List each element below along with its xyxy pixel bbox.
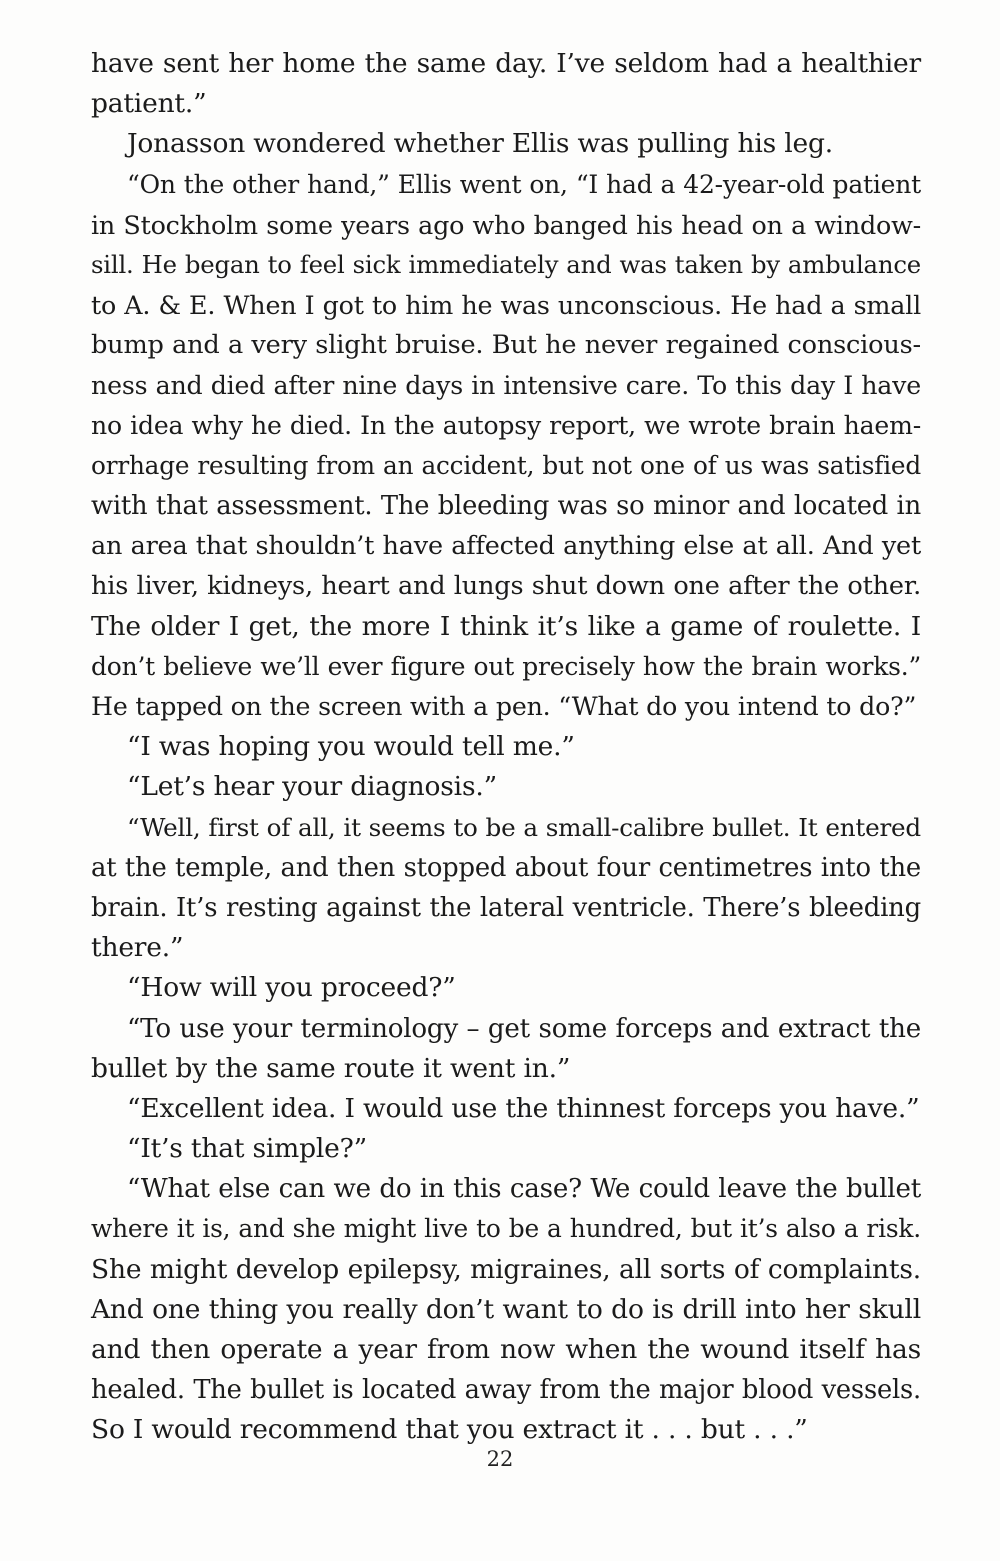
text-line: where it is, and she might live to be a hundred, but it’s also a risk. [91, 1214, 921, 1244]
text-line: “How will you proceed?” [127, 972, 456, 1004]
text-line: “I was hoping you would tell me.” [127, 731, 575, 763]
page-number: 22 [486, 1447, 514, 1471]
body-text [91, 44, 921, 1451]
text-line: And one thing you really don’t want to do is drill into her skull [91, 1293, 921, 1325]
text-line: don’t believe we’ll ever figure out precisely how the brain works.” [91, 651, 921, 681]
text-line: his liver, kidneys, heart and lungs shut down one after the other. [91, 571, 921, 602]
text-line: “Let’s hear your diagnosis.” [127, 771, 497, 803]
text-line: patient.” [91, 88, 207, 120]
text-line: So I would recommend that you extract it . . . but . . .” [91, 1414, 808, 1446]
text-line: She might develop epilepsy, migraines, all sorts of complaints. [91, 1253, 921, 1285]
text-line: no idea why he died. In the autopsy report, we wrote brain haem- [91, 410, 921, 440]
text-line: “What else can we do in this case? We could leave the bullet [127, 1174, 921, 1205]
text-line: The older I get, the more I think it’s like a game of roulette. I [91, 610, 921, 642]
text-line: there.” [91, 932, 184, 964]
text-line: He tapped on the screen with a pen. “What do you intend to do?” [91, 692, 917, 721]
text-line: in Stockholm some years ago who banged his head on a window- [91, 209, 921, 240]
text-line: “Excellent idea. I would use the thinnest forceps you have.” [127, 1092, 920, 1124]
text-line: orrhage resulting from an accident, but not one of us was satisfied [91, 450, 921, 480]
text-line: brain. It’s resting against the lateral ventricle. There’s bleeding [91, 892, 921, 923]
text-line: “It’s that simple?” [127, 1133, 367, 1165]
text-line: bullet by the same route it went in.” [91, 1052, 571, 1084]
text-line: “On the other hand,” Ellis went on, “I had a 42-year-old patient [127, 169, 921, 199]
text-line: at the temple, and then stopped about four centimetres into the [91, 852, 921, 883]
text-line: “Well, first of all, it seems to be a small-calibre bullet. It entered [127, 812, 921, 842]
text-line: bump and a very slight bruise. But he never regained conscious- [91, 330, 921, 361]
text-line: Jonasson wondered whether Ellis was pulling his leg. [127, 128, 834, 160]
text-line: ness and died after nine days in intensive care. To this day I have [91, 370, 921, 400]
text-line: have sent her home the same day. I’ve seldom had a healthier [91, 48, 921, 79]
text-line: with that assessment. The bleeding was so minor and located in [91, 491, 921, 522]
text-line: healed. The bullet is located away from the major blood vessels. [91, 1375, 921, 1406]
text-line: sill. He began to feel sick immediately and was taken by ambulance [91, 249, 921, 279]
text-line: to A. & E. When I got to him he was unconscious. He had a small [91, 290, 921, 321]
text-line: and then operate a year from now when the wound itself has [91, 1334, 921, 1365]
text-line: an area that shouldn’t have affected anything else at all. And yet [91, 531, 921, 562]
text-line: “To use your terminology – get some forceps and extract the [127, 1013, 921, 1044]
